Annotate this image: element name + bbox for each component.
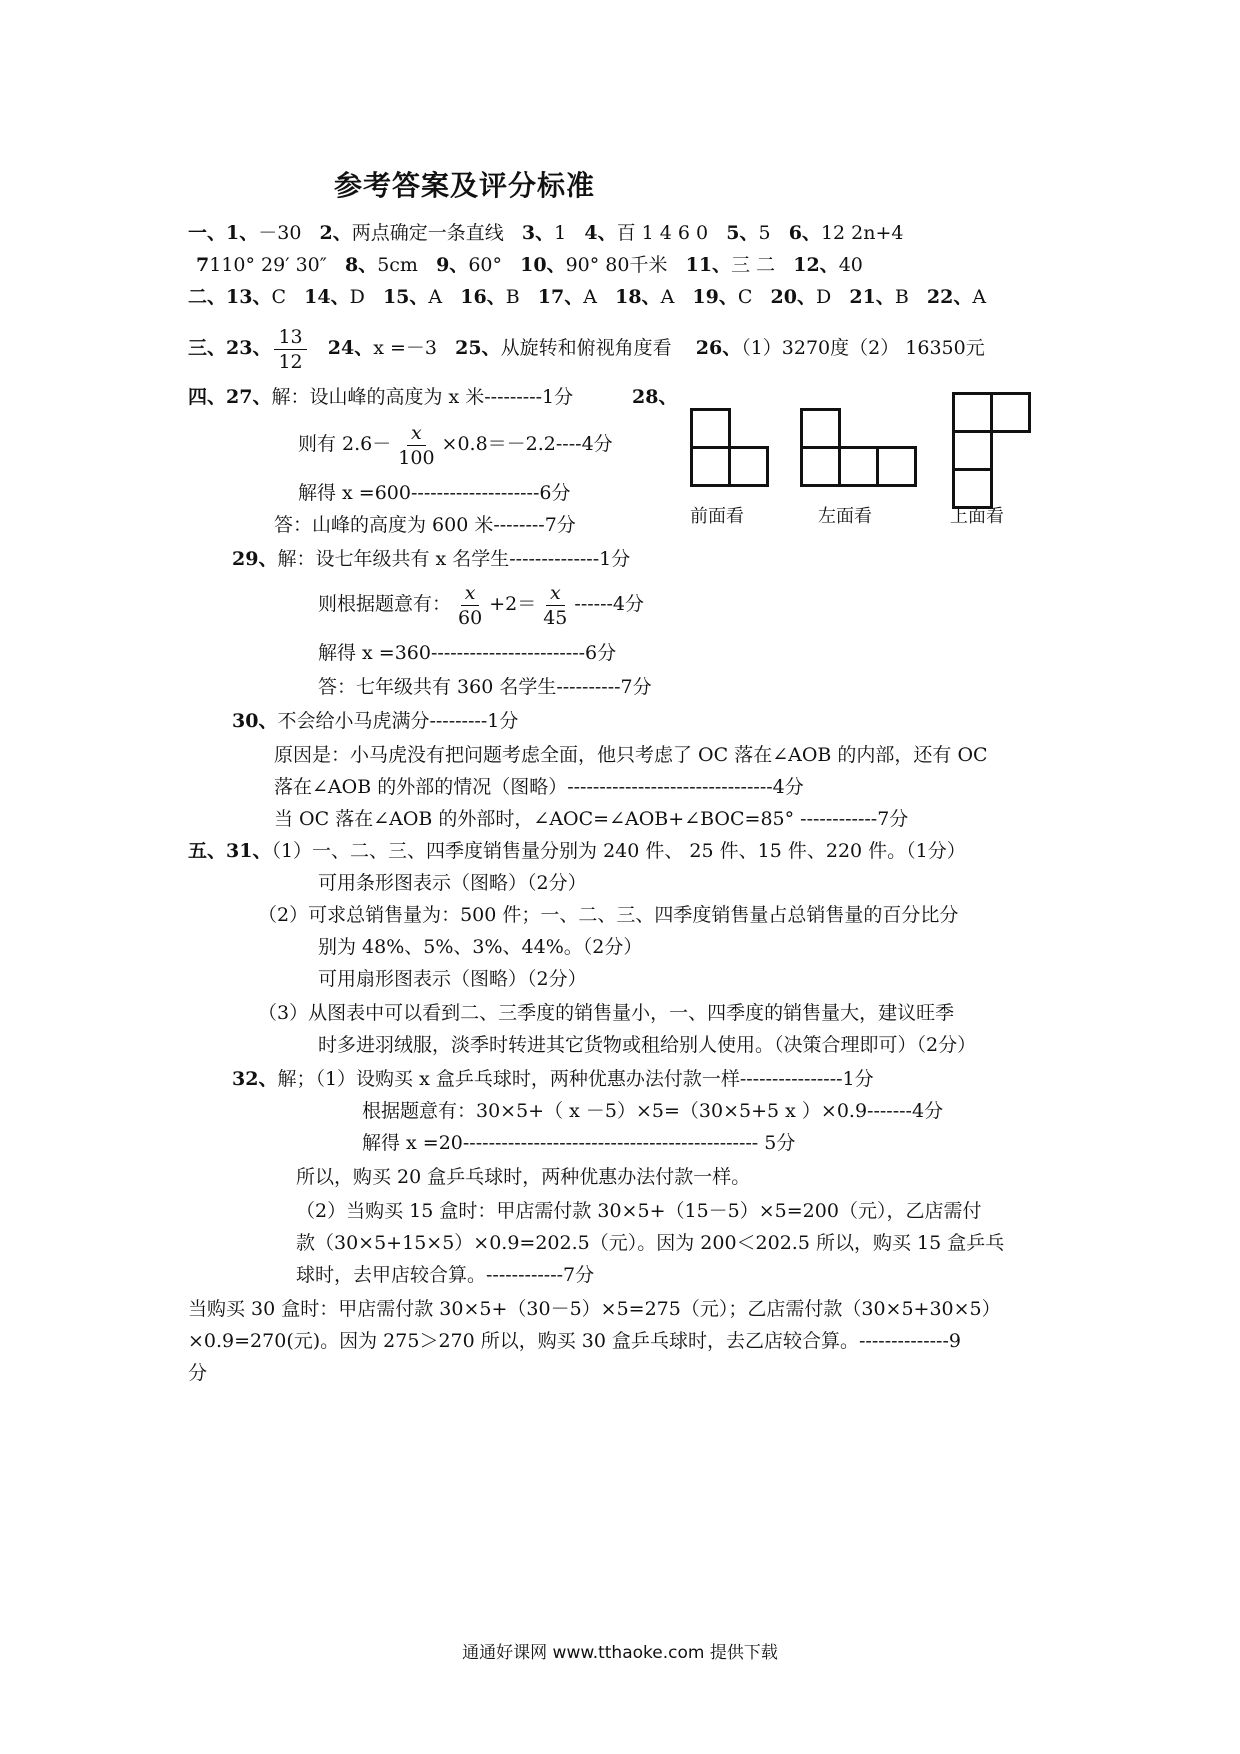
q-num: 2、	[319, 222, 352, 244]
numerator: x	[546, 581, 565, 606]
q-num: 22、	[926, 286, 973, 308]
answer: A	[972, 286, 987, 308]
answer: 两点确定一条直线	[351, 222, 504, 244]
equation-mid: +2＝	[489, 593, 537, 615]
q30-line2: 原因是：小马虎没有把问题考虑全面，他只考虑了 OC 落在∠AOB 的内部，还有 OC	[274, 744, 988, 766]
square	[878, 448, 916, 486]
part2-line	[188, 284, 986, 310]
square	[730, 448, 768, 486]
equation-score: ------4分	[574, 593, 645, 615]
equation-right: ×0.8＝－2.2----4分	[441, 433, 613, 455]
q29-line2	[318, 574, 644, 634]
q32-line5: （2）当购买 15 盒时：甲店需付款 30×5+（15－5）×5=200（元），乙店需付	[296, 1200, 982, 1222]
answer: 40	[838, 254, 863, 276]
answer: x =－3	[373, 337, 437, 359]
q-num: 30、	[232, 710, 278, 732]
q30-line1	[232, 708, 518, 734]
q32-line7: 球时，去甲店较合算。------------7分	[296, 1264, 595, 1286]
top-view-label: 上面看	[950, 506, 1004, 527]
front-view-label: 前面看	[690, 506, 744, 527]
q27-line4: 答：山峰的高度为 600 米--------7分	[274, 514, 576, 536]
numerator: x	[407, 421, 426, 446]
q-num: 5、	[726, 222, 759, 244]
q27-line2	[298, 414, 613, 474]
numerator: x	[461, 581, 480, 606]
q-num: 三、23、	[188, 337, 272, 359]
square	[954, 394, 992, 432]
q31-line6: （3）从图表中可以看到二、三季度的销售量小，一、四季度的销售量大，建议旺季	[258, 1002, 955, 1024]
answer: 5	[758, 222, 771, 244]
q-num: 24、	[327, 337, 374, 359]
q30-line3: 落在∠AOB 的外部的情况（图略）--------------------------------4分	[274, 776, 804, 798]
answer: 百 1 4 6 0	[616, 222, 709, 244]
left-view-diagram	[800, 408, 918, 488]
part1-line2	[196, 252, 863, 278]
equation-left: 则有 2.6－	[298, 433, 392, 455]
answer: A	[428, 286, 443, 308]
fraction	[539, 581, 571, 630]
square	[802, 448, 840, 486]
q32-line8: 当购买 30 盒时：甲店需付款 30×5+（30－5）×5=275（元）；乙店需付款（30×5+30×5）	[188, 1298, 1001, 1320]
square	[802, 410, 840, 448]
fraction	[274, 325, 306, 374]
part1-line1	[188, 220, 904, 246]
answer: B	[505, 286, 520, 308]
q32-line4: 所以，购买 20 盒乒乓球时，两种优惠办法付款一样。	[296, 1166, 751, 1188]
q31-line1	[188, 838, 966, 864]
q-num: 18、	[615, 286, 661, 308]
left-view-label: 左面看	[818, 506, 872, 527]
denominator: 45	[543, 606, 568, 629]
answer: C	[271, 286, 286, 308]
square	[692, 410, 730, 448]
denominator: 12	[278, 350, 303, 373]
answer: 110° 29′ 30″	[209, 254, 327, 276]
square	[840, 448, 878, 486]
denominator: 60	[458, 606, 483, 629]
square	[954, 432, 992, 470]
answer: B	[894, 286, 909, 308]
numerator: 13	[274, 325, 306, 350]
answer: （1）3270度（2） 16350元	[741, 337, 985, 359]
part3-line	[188, 318, 985, 378]
answer: 不会给小马虎满分---------1分	[277, 710, 519, 732]
answer: 12 2n+4	[820, 222, 904, 244]
square	[992, 394, 1030, 432]
answer: 从旋转和俯视角度看	[500, 337, 672, 359]
q32-line3: 解得 x =20---------------------------------------------- 5分	[362, 1132, 796, 1154]
answer: A	[583, 286, 597, 308]
q-num: 14、	[304, 286, 350, 308]
q31-line3: （2）可求总销售量为：500 件；一、二、三、四季度销售量占总销售量的百分比分	[258, 904, 959, 926]
q-num: 4、	[584, 222, 617, 244]
front-view-diagram	[690, 408, 770, 488]
q31-line2: 可用条形图表示（图略）（2分）	[318, 872, 587, 894]
q32-line1	[232, 1066, 874, 1092]
denominator: 100	[398, 446, 435, 469]
answer: D	[349, 286, 365, 308]
answer: 1	[554, 222, 567, 244]
q-num: 3、	[521, 222, 555, 244]
page-title: 参考答案及评分标准	[334, 169, 596, 202]
answer: 解：设山峰的高度为 x 米---------1分	[271, 386, 574, 408]
q31-line5: 可用扇形图表示（图略）（2分）	[318, 968, 587, 990]
answer: C	[737, 286, 753, 308]
q29-line3: 解得 x =360------------------------6分	[318, 642, 617, 664]
q32-line9: ×0.9=270(元)。因为 275＞270 所以，购买 30 盒乒乓球时，去乙店较合算。--------------9	[188, 1330, 961, 1352]
q-num: 8、	[344, 254, 378, 276]
answer: 三 二	[731, 254, 776, 276]
q-num: 四、27、	[188, 386, 272, 408]
q-num: 10、	[520, 254, 566, 276]
q32-line2: 根据题意有：30×5+（ x －5）×5=（30×5+5 x ）×0.9-------4分	[362, 1100, 944, 1122]
answer: D	[816, 286, 832, 308]
q-num: 19、	[692, 286, 738, 308]
q-num: 16、	[460, 286, 506, 308]
q29-line4: 答：七年级共有 360 名学生----------7分	[318, 676, 652, 698]
q-num: 五、31、	[188, 840, 272, 862]
q28-num: 28、	[632, 386, 678, 408]
answer: A	[660, 286, 675, 308]
q-num: 7	[196, 254, 210, 276]
q-num: 32、	[232, 1068, 278, 1090]
q31-line4: 别为 48%、5%、3%、44%。（2分）	[318, 936, 643, 958]
answer: （1）一、二、三、四季度销售量分别为 240 件、 25 件、15 件、220 件。（1分）	[271, 840, 966, 862]
q30-line4: 当 OC 落在∠AOB 的外部时，∠AOC=∠AOB+∠BOC=85° ------------7分	[274, 808, 909, 830]
q31-line7: 时多进羽绒服，淡季时转进其它货物或租给别人使用。（决策合理即可）（2分）	[318, 1034, 977, 1056]
q-num: 25、	[455, 337, 501, 359]
q-num: 21、	[849, 286, 895, 308]
answer: 解：设七年级共有 x 名学生--------------1分	[277, 548, 631, 570]
q-num: 15、	[382, 286, 429, 308]
q-num: 二、13、	[188, 286, 272, 308]
fraction	[394, 421, 438, 470]
q-num: 17、	[537, 286, 584, 308]
q-num: 12、	[793, 254, 839, 276]
q-num: 一、1、	[188, 222, 259, 244]
page-footer: 通通好课网 www.tthaoke.com 提供下载	[462, 1643, 778, 1663]
answer: －30	[258, 222, 302, 244]
q27-line3: 解得 x =600--------------------6分	[298, 482, 571, 504]
q-num: 6、	[788, 222, 821, 244]
answer: 5cm	[377, 254, 418, 276]
q-num: 9、	[436, 254, 469, 276]
q-num: 20、	[770, 286, 816, 308]
equation-intro: 则根据题意有：	[318, 593, 452, 615]
q-num: 26、	[695, 337, 742, 359]
q27-line1	[188, 384, 573, 410]
answer: 60°	[468, 254, 502, 276]
q32-line10: 分	[188, 1362, 208, 1384]
top-view-diagram	[952, 392, 1032, 510]
fraction	[454, 581, 486, 630]
answer: 解；（1）设购买 x 盒乒乓球时，两种优惠办法付款一样----------------1分	[277, 1068, 874, 1090]
q-num: 29、	[232, 548, 278, 570]
q29-line1	[232, 546, 630, 572]
answer: 90° 80千米	[565, 254, 668, 276]
q-num: 11、	[685, 254, 732, 276]
q32-line6: 款（30×5+15×5）×0.9=202.5（元）。因为 200＜202.5 所以，购买 15 盒乒乓	[296, 1232, 1005, 1254]
square	[692, 448, 730, 486]
